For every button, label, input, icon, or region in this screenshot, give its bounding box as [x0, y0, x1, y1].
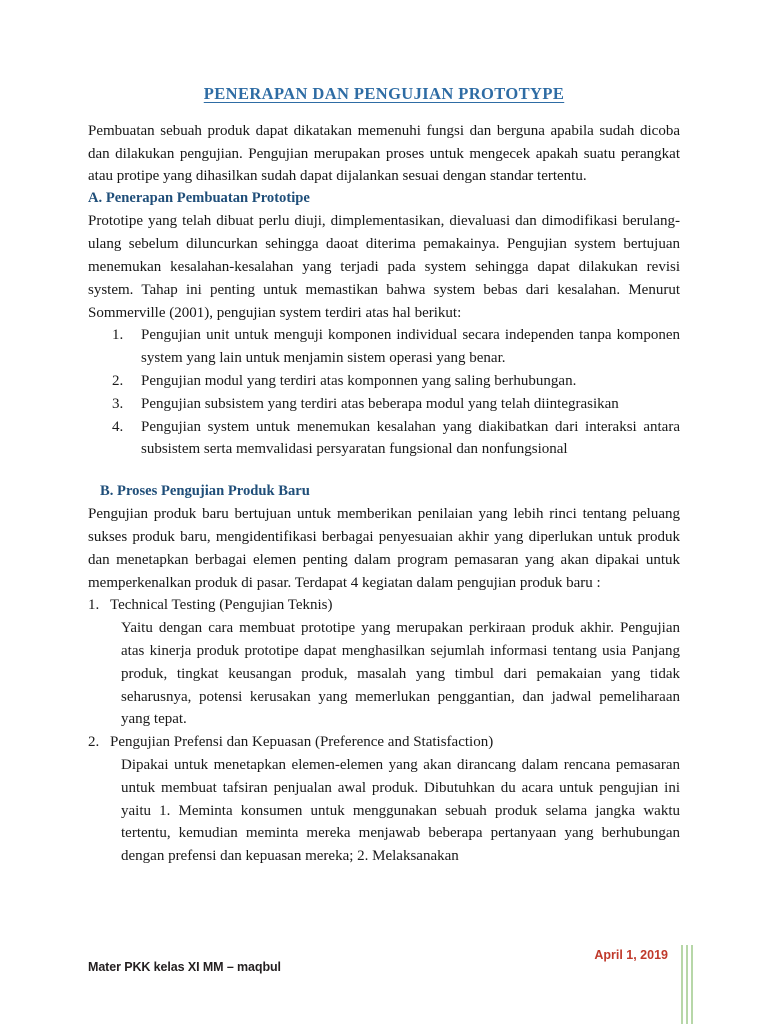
- list-item-text: Dipakai untuk menetapkan elemen-elemen yang akan dirancang dalam rencana pemasaran untuk membuat tafsiran penjualan awal produk. Dibutuhkan du acara untuk pengujian ini yaitu 1. Meminta konsumen untuk menggunakan sebuah produk selama jangka waktu tertentu, kemudian meminta mereka menjawab beberapa pertanyaan yang berhubungan dengan prefensi dan kepuasan mereka; 2. Melaksanakan: [121, 757, 680, 865]
- intro-paragraph: Pembuatan sebuah produk dapat dikatakan memenuhi fungsi dan berguna apabila sudah dicoba dan dilakukan pengujian. Pengujian merupakan proses untuk mengecek apakah suatu perangkat atau protipe yang dihasilkan sudah dapat dijalankan sesuai dengan standar tertentu.: [88, 122, 680, 185]
- list-item: [112, 370, 680, 393]
- footer-decorative-rule-icon: [681, 945, 695, 1024]
- rule-line: [681, 945, 683, 1024]
- footer-date: April 1, 2019: [594, 948, 668, 962]
- list-item: [112, 324, 680, 370]
- list-item-number: 4.: [112, 418, 124, 435]
- section-b-heading: B. Proses Pengujian Produk Baru: [100, 483, 310, 500]
- section-b-body: Pengujian produk baru bertujuan untuk memberikan penilaian yang lebih rinci tentang peluang sukses produk baru, mengidentifikasi berbagai penyesuaian akhir yang diperlukan untuk produk dan menetapkan berbagai elemen penting dalam program pemasaran yang akan dipakai untuk memperkenalkan produk di pasar. Terdapat 4 kegiatan dalam pengujian produk baru :: [88, 506, 680, 591]
- section-b-list: [88, 594, 680, 868]
- page-title: PENERAPAN DAN PENGUJIAN PROTOTYPE: [203, 84, 565, 103]
- list-item-number: 1.: [112, 327, 124, 344]
- list-item-text: Pengujian system untuk menemukan kesalahan yang diakibatkan dari interaksi antara subsistem serta memvalidasi persyaratan fungsional dan nonfungsional: [141, 418, 680, 458]
- list-item-number: 2.: [88, 734, 100, 751]
- document-content: [88, 84, 680, 868]
- list-item-text: Pengujian unit untuk menguji komponen individual secara independen tanpa komponen system yang lain untuk menjamin sistem operasi yang benar.: [141, 327, 680, 367]
- list-item-number: 3.: [112, 395, 124, 412]
- list-item-text: Pengujian modul yang terdiri atas komponnen yang saling berhubungan.: [141, 372, 577, 389]
- section-a-body: Prototipe yang telah dibuat perlu diuji, dimplementasikan, dievaluasi dan dimodifikasi berulang-ulang sebelum diluncurkan sehingga daoat diterima pemakainya. Pengujian system bertujuan menemukan kesalahan-kesalahan yang terjadi pada system sehingga dapat dilakukan revisi system. Tahap ini penting untuk memastikan bahwa system bebas dari kesalahan. Menurut Sommerville (2001), pengujian system terdiri atas hal berikut:: [88, 213, 680, 321]
- list-item: [112, 393, 680, 416]
- section-b: [88, 481, 680, 868]
- rule-line: [691, 945, 693, 1024]
- list-item-number: 2.: [112, 372, 124, 389]
- section-a: [88, 188, 680, 461]
- list-item: [88, 731, 680, 868]
- list-item-title: Technical Testing (Pengujian Teknis): [110, 597, 333, 614]
- section-a-heading: A. Penerapan Pembuatan Prototipe: [88, 190, 310, 207]
- page-footer: [0, 948, 768, 1024]
- list-item: [112, 416, 680, 462]
- section-a-list: [112, 324, 680, 461]
- footer-source-label: Mater PKK kelas XI MM – maqbul: [88, 960, 281, 974]
- list-item-number: 1.: [88, 597, 100, 614]
- list-item-title: Pengujian Prefensi dan Kepuasan (Preference and Statisfaction): [110, 734, 494, 751]
- list-item: [88, 594, 680, 731]
- rule-line: [686, 945, 688, 1024]
- list-item-text: Yaitu dengan cara membuat prototipe yang merupakan perkiraan produk akhir. Pengujian atas kinerja produk prototipe dapat menghasilkan sejumlah informasi tentang usia Panjang produk, tingkat keusangan produk, masalah yang timbul dari pemakaian yang tidak seharusnya, potensi kerusakan yang memerlukan penggantian, dan jadwal pemeliharaan yang tepat.: [121, 620, 680, 728]
- list-item-text: Pengujian subsistem yang terdiri atas beberapa modul yang telah diintegrasikan: [141, 395, 619, 412]
